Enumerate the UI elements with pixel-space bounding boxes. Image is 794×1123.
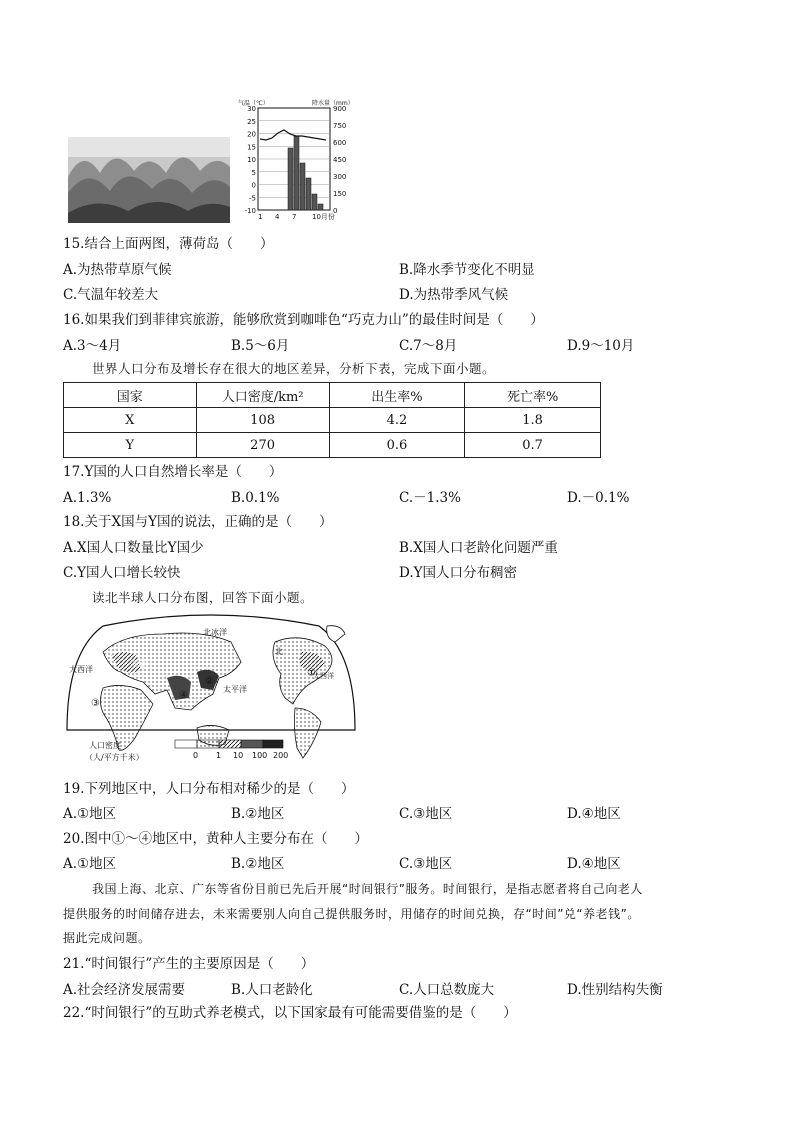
q20-stem: 20.图中①～④地区中，黄种人主要分布在（ ） xyxy=(63,831,368,847)
q18-option-c[interactable]: C.Y国人口增长较快 xyxy=(63,565,181,581)
q15-option-a[interactable]: A.为热带草原气候 xyxy=(63,262,172,278)
q19-stem: 19.下列地区中，人口分布相对稀少的是（ ） xyxy=(63,781,355,797)
right-tick: 900 xyxy=(333,105,347,113)
q18-option-a[interactable]: A.X国人口数量比Y国少 xyxy=(63,540,204,556)
q15-option-b[interactable]: B.降水季节变化不明显 xyxy=(399,262,535,278)
map-label-europe: 欧洲 xyxy=(133,660,147,668)
left-tick: 10 xyxy=(247,156,256,164)
map-label-north: 北 xyxy=(275,647,283,656)
population-map xyxy=(63,612,359,770)
left-tick: 0 xyxy=(251,181,256,190)
right-tick: 600 xyxy=(333,139,347,147)
q15-option-d[interactable]: D.为热带季风气候 xyxy=(399,287,509,303)
map-label-arctic: 北冰洋 xyxy=(203,628,227,637)
q21-option-a[interactable]: A.社会经济发展需要 xyxy=(63,982,186,998)
table-header: 死亡率% xyxy=(465,383,601,408)
chocolate-hills-photo xyxy=(68,137,230,223)
left-tick: 15 xyxy=(247,143,256,152)
climate-chart xyxy=(236,96,356,220)
bank-intro-line1: 我国上海、北京、广东等省份目前已先后开展“时间银行”服务。时间银行，是指志愿者将自己向老人 xyxy=(92,882,643,896)
map-marker-3: ③ xyxy=(91,698,100,709)
q20-option-c[interactable]: C.③地区 xyxy=(399,856,453,872)
map-label-pacific: 太平洋 xyxy=(223,685,247,694)
q18-stem: 18.关于X国与Y国的说法，正确的是（ ） xyxy=(63,514,333,530)
map-legend-tick: 10 xyxy=(233,751,244,760)
table-row xyxy=(64,408,601,433)
left-tick: 20 xyxy=(247,130,256,139)
q22-stem: 22.“时间银行”的互助式养老模式，以下国家最有可能需要借鉴的是（ ） xyxy=(63,1005,517,1021)
q20-option-a[interactable]: A.①地区 xyxy=(63,856,117,872)
q17-stem: 17.Y国的人口自然增长率是（ ） xyxy=(63,464,283,480)
table-header: 人口密度/km² xyxy=(196,383,329,408)
right-tick: 150 xyxy=(333,190,347,198)
right-tick: 300 xyxy=(333,173,347,181)
right-tick: 750 xyxy=(333,122,347,130)
table-intro: 世界人口分布及增长存在很大的地区差异，分析下表，完成下面小题。 xyxy=(92,361,496,376)
map-intro: 读北半球人口分布图，回答下面小题。 xyxy=(92,590,314,605)
table-row xyxy=(64,433,601,458)
map-legend-tick: 100 xyxy=(252,751,268,760)
left-tick: 30 xyxy=(247,105,256,113)
climate-right-label: 降水量（mm） xyxy=(312,100,354,107)
q19-option-c[interactable]: C.③地区 xyxy=(399,806,453,822)
table-cell: 270 xyxy=(196,433,329,458)
x-tick: 4 xyxy=(275,213,280,220)
q16-stem: 16.如果我们到菲律宾旅游，能够欣赏到咖啡色“巧克力山”的最佳时间是（ ） xyxy=(63,312,544,328)
right-tick: 0 xyxy=(333,207,338,215)
map-legend-tick: 200 xyxy=(273,751,289,760)
q19-option-a[interactable]: A.①地区 xyxy=(63,806,117,822)
q17-option-d[interactable]: D.－0.1% xyxy=(567,490,630,506)
table-cell: 0.7 xyxy=(465,433,601,458)
q20-option-b[interactable]: B.②地区 xyxy=(231,856,285,872)
table-cell: X xyxy=(64,408,197,433)
x-tick: 7 xyxy=(292,213,297,220)
map-marker-2: ② xyxy=(205,676,214,687)
q19-option-d[interactable]: D.④地区 xyxy=(567,806,621,822)
table-cell: 1.8 xyxy=(465,408,601,433)
table-cell: 4.2 xyxy=(329,408,465,433)
q17-option-b[interactable]: B.0.1% xyxy=(231,490,280,506)
table-cell: 0.6 xyxy=(329,433,465,458)
q19-option-b[interactable]: B.②地区 xyxy=(231,806,285,822)
table-cell: 108 xyxy=(196,408,329,433)
population-table xyxy=(63,382,601,458)
q15-option-c[interactable]: C.气温年较差大 xyxy=(63,287,159,303)
table-header: 国家 xyxy=(64,383,197,408)
bank-intro-line2: 提供服务的时间储存进去，未来需要别人向自己提供服务时，用储存的时间兑换，存“时间”兑“养老钱”。 xyxy=(63,907,640,921)
map-legend-title: 人口密度 xyxy=(89,741,121,750)
right-tick: 450 xyxy=(333,156,347,164)
q18-option-d[interactable]: D.Y国人口分布稠密 xyxy=(399,565,518,581)
map-marker-1: ① xyxy=(307,668,316,679)
map-marker-4: ④ xyxy=(179,690,188,701)
left-tick: -5 xyxy=(249,194,256,203)
table-header-row xyxy=(64,383,601,408)
q21-option-d[interactable]: D.性别结构失衡 xyxy=(567,982,663,998)
q16-option-c[interactable]: C.7～8月 xyxy=(399,338,458,354)
bank-intro-line3: 据此完成问题。 xyxy=(63,931,151,945)
x-tick: 10月份 xyxy=(312,213,335,220)
map-legend-tick: 0 xyxy=(193,751,199,760)
q21-option-b[interactable]: B.人口老龄化 xyxy=(231,982,313,998)
q16-option-b[interactable]: B.5～6月 xyxy=(231,338,290,354)
q17-option-a[interactable]: A.1.3% xyxy=(63,490,112,506)
q16-option-d[interactable]: D.9～10月 xyxy=(567,338,635,354)
left-tick: 25 xyxy=(247,117,256,126)
q17-option-c[interactable]: C.－1.3% xyxy=(399,490,461,506)
map-legend-unit: （人/平方千米） xyxy=(85,753,144,762)
q21-option-c[interactable]: C.人口总数庞大 xyxy=(399,982,495,998)
left-tick: -10 xyxy=(244,207,256,215)
table-header: 出生率% xyxy=(329,383,465,408)
q16-option-a[interactable]: A.3～4月 xyxy=(63,338,122,354)
x-tick: 1 xyxy=(258,213,263,220)
q18-option-b[interactable]: B.X国人口老龄化问题严重 xyxy=(399,540,558,556)
table-cell: Y xyxy=(64,433,197,458)
q15-stem: 15.结合上面两图，薄荷岛（ ） xyxy=(63,236,274,252)
map-label-atlantic-west: 大西洋 xyxy=(69,665,93,674)
q20-option-d[interactable]: D.④地区 xyxy=(567,856,621,872)
map-legend-tick: 1 xyxy=(216,751,222,760)
q21-stem: 21.“时间银行”产生的主要原因是（ ） xyxy=(63,956,315,972)
climate-left-label: 气温（℃） xyxy=(238,100,269,107)
left-tick: 5 xyxy=(251,168,256,177)
map-label-atlantic: 大西洋 xyxy=(313,672,334,680)
